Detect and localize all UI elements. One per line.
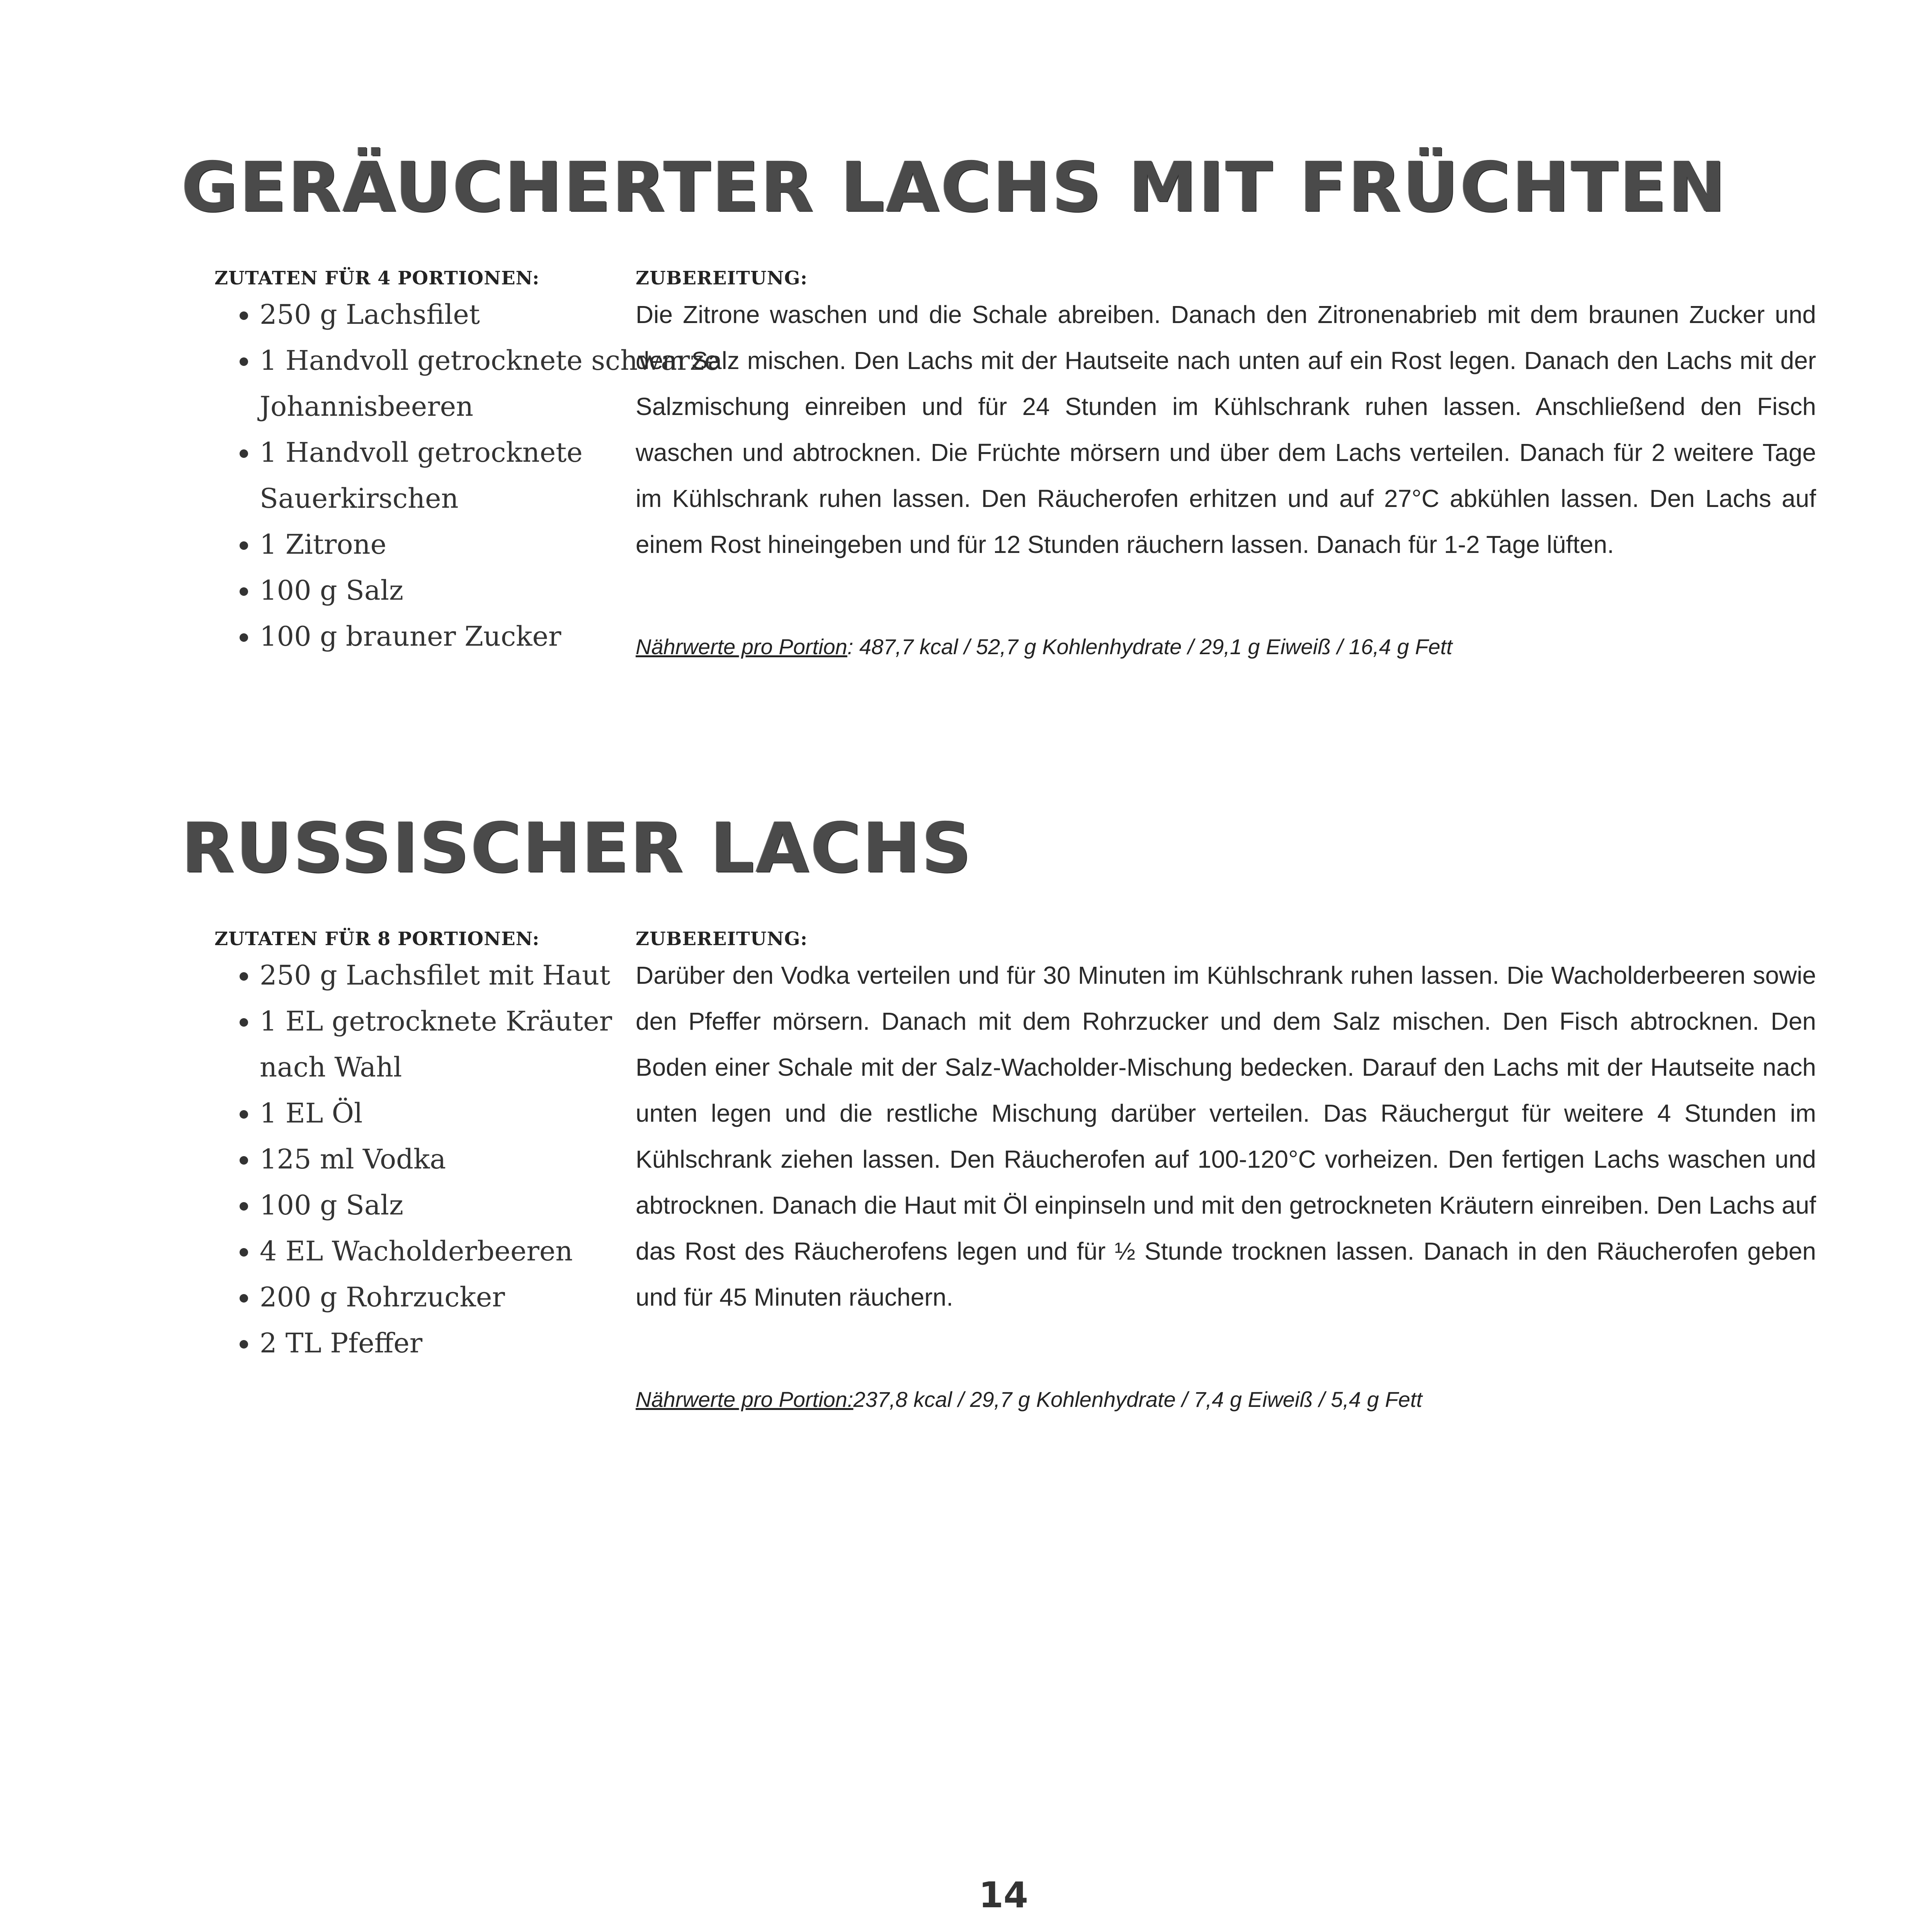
ingredient-item: • 100 g brauner Zucker xyxy=(259,614,742,660)
recipe-russischer-lachs xyxy=(182,808,1816,1412)
ingredients-heading: ZUTATEN FÜR 4 PORTIONEN: xyxy=(214,267,540,289)
nutrition-label: Nährwerte pro Portion xyxy=(636,634,847,659)
ingredient-item: • 4 EL Wacholderbeeren xyxy=(259,1228,653,1274)
recipe-title: RUSSISCHER LACHS xyxy=(182,808,973,888)
method-text: Darüber den Vodka verteilen und für 30 Minuten im Kühlschrank ruhen lassen. Die Wacholderbeeren sowie den Pfeffer mörsern. Danach mit dem Rohrzucker und dem Salz mischen. Den Fisch abtrocknen. Den Boden einer Schale mit der Salz-Wacholder-Mischung bedecken. Darauf den Lachs mit der Hautseite nach unten legen und die restliche Mischung darüber verteilen. Das Räuchergut für weitere 4 Stunden im Kühlschrank ziehen lassen. Den Räucherofen auf 100-120°C vorheizen. Den fertigen Lachs waschen und abtrocknen. Danach die Haut mit Öl einpinseln und mit den getrockneten Kräutern einreiben. Den Lachs auf das Rost des Räucherofens legen und für ½ Stunde trocknen lassen. Danach in den Räucherofen geben und für 45 Minuten räuchern. xyxy=(636,961,1816,1311)
method-column xyxy=(636,265,1816,662)
page-number: 14 xyxy=(978,1874,1029,1916)
ingredient-item: • 1 Handvoll getrocknete schwarze Johannisbeeren xyxy=(259,338,742,430)
nutrition-info xyxy=(636,1384,1816,1415)
ingredient-item: • 125 ml Vodka xyxy=(259,1136,653,1182)
ingredient-item: • 1 EL Öl xyxy=(259,1090,653,1136)
nutrition-values: 237,8 kcal / 29,7 g Kohlenhydrate / 7,4 g Eiweiß / 5,4 g Fett xyxy=(853,1387,1422,1412)
ingredient-item: • 100 g Salz xyxy=(259,568,742,614)
method-heading: ZUBEREITUNG: xyxy=(636,928,808,950)
ingredient-item: • 250 g Lachsfilet mit Haut xyxy=(259,952,653,998)
nutrition-label: Nährwerte pro Portion: xyxy=(636,1387,854,1412)
ingredient-item: • 250 g Lachsfilet xyxy=(259,292,742,338)
ingredient-item: • 100 g Salz xyxy=(259,1182,653,1228)
ingredient-item: • 1 Handvoll getrocknete Sauerkirschen xyxy=(259,430,742,522)
nutrition-info xyxy=(636,631,1816,662)
ingredient-item: • 1 Zitrone xyxy=(259,522,742,568)
recipe-title: GERÄUCHERTER LACHS MIT FRÜCHTEN xyxy=(182,147,1728,227)
nutrition-values: : 487,7 kcal / 52,7 g Kohlenhydrate / 29,1 g Eiweiß / 16,4 g Fett xyxy=(847,634,1452,659)
recipe-geraeucherter-lachs xyxy=(182,147,1816,659)
method-heading: ZUBEREITUNG: xyxy=(636,267,808,289)
ingredient-item: • 1 EL getrocknete Kräuter nach Wahl xyxy=(259,998,653,1090)
ingredient-item: • 200 g Rohrzucker xyxy=(259,1274,653,1320)
ingredients-list xyxy=(214,952,653,1366)
method-text: Die Zitrone waschen und die Schale abreiben. Danach den Zitronenabrieb mit dem braunen Zucker und dem Salz mischen. Den Lachs mit der Hautseite nach unten auf ein Rost legen. Danach den Lachs mit der Salzmischung einreiben und für 24 Stunden im Kühlschrank ruhen lassen. Anschließend den Fisch waschen und abtrocknen. Die Früchte mörsern und über dem Lachs verteilen. Danach für 2 weitere Tage im Kühlschrank ruhen lassen. Den Räucherofen erhitzen und auf 27°C abkühlen lassen. Den Lachs auf einem Rost hineingeben und für 12 Stunden räuchern lassen. Danach für 1-2 Tage lüften. xyxy=(636,301,1816,558)
ingredients-heading: ZUTATEN FÜR 8 PORTIONEN: xyxy=(214,928,540,950)
method-column xyxy=(636,925,1816,1415)
ingredient-item: • 2 TL Pfeffer xyxy=(259,1320,653,1366)
